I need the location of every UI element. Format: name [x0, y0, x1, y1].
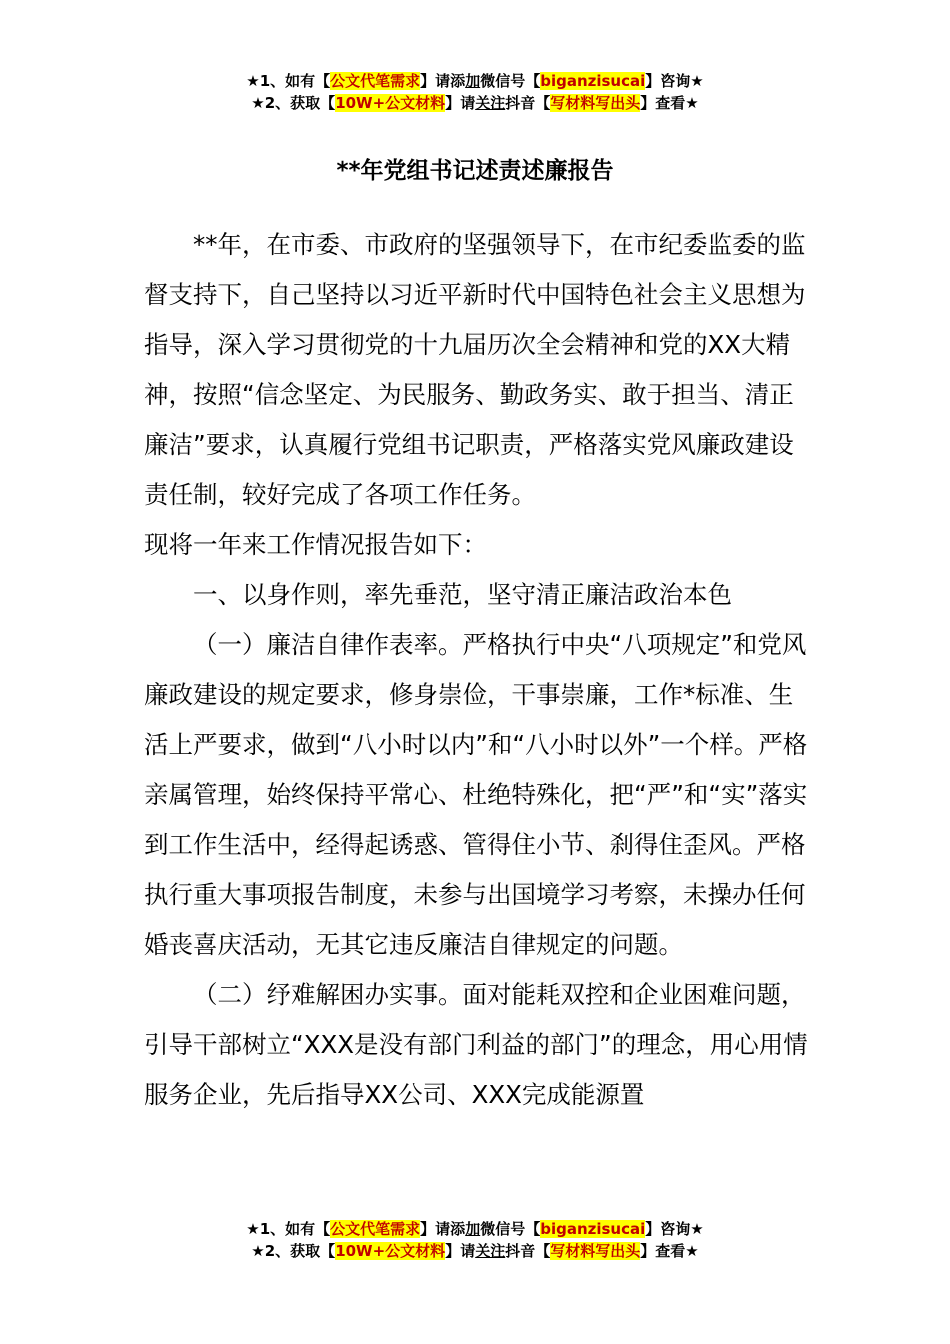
banner-text: 抖音【: [505, 94, 551, 112]
banner-highlight: 10W+公文材料: [335, 1242, 446, 1260]
banner-text: ★2、获取【: [251, 94, 336, 112]
section-heading-1: 一、以身作则，率先垂范，坚守清正廉洁政治本色: [193, 580, 732, 609]
paragraph-subsection-1: （一）廉洁自律作表率。严格执行中央“八项规定”和党风廉政建设的规定要求，修身崇俭，干事崇廉，工作*标准、生活上严要求，做到“八小时以内”和“八小时以外”一个样。严格亲属管理，始终保持平常心、杜绝特殊化，把“严”和“实”落实到工作生活中，经得起诱惑、管得住小节、刹得住歪风。严格执行重大事项报告制度，未参与出国境学习考察，未操办任何婚丧喜庆活动，无其它违反廉洁自律规定的问题。: [144, 630, 808, 959]
banner-text: 】咨询★: [645, 1220, 704, 1238]
document-body: [144, 220, 809, 1120]
banner-text: 微信号【: [480, 72, 541, 90]
banner-underline: 加: [465, 1220, 481, 1238]
banner-highlight: 10W+公文材料: [335, 94, 446, 112]
banner-line-2: [0, 1240, 950, 1262]
paragraph-subsection-2: （二）纾难解困办实事。面对能耗双控和企业困难问题，引导干部树立“XXX是没有部门利益的部门”的理念，用心用情服务企业，先后指导XX公司、XXX完成能源置: [144, 980, 808, 1109]
banner-text: 】查看★: [640, 1242, 699, 1260]
banner-text: 微信号【: [480, 1220, 541, 1238]
banner-highlight: biganzisucai: [540, 1220, 646, 1238]
banner-underline: 关注: [475, 1242, 506, 1260]
banner-text: 】请: [445, 1242, 476, 1260]
banner-line-1: [0, 70, 950, 92]
banner-text: 】请: [445, 94, 476, 112]
banner-text: ★2、获取【: [251, 1242, 336, 1260]
paragraph-intro: **年，在市委、市政府的坚强领导下，在市纪委监委的监督支持下，自己坚持以习近平新时代中国特色社会主义思想为指导，深入学习贯彻党的十九届历次全会精神和党的XX大精神，按照“信念坚定、为民服务、勤政务实、敢于担当、清正廉洁”要求，认真履行党组书记职责，严格落实党风廉政建设责任制，较好完成了各项工作任务。: [144, 230, 806, 509]
header-banner: [0, 70, 950, 114]
banner-text: ★1、如有【: [246, 72, 331, 90]
banner-text: 】请添: [420, 72, 466, 90]
footer-banner: [0, 1218, 950, 1262]
document-title: **年党组书记述责述廉报告: [336, 158, 614, 184]
banner-highlight: 写材料写出头: [550, 94, 641, 112]
banner-highlight: 公文代笔需求: [330, 1220, 421, 1238]
banner-highlight: 公文代笔需求: [330, 72, 421, 90]
banner-text: 抖音【: [505, 1242, 551, 1260]
banner-text: 】咨询★: [645, 72, 704, 90]
banner-text: ★1、如有【: [246, 1220, 331, 1238]
banner-underline: 加: [465, 72, 481, 90]
banner-highlight: 写材料写出头: [550, 1242, 641, 1260]
banner-text: 】查看★: [640, 94, 699, 112]
banner-line-1: [0, 1218, 950, 1240]
banner-highlight: biganzisucai: [540, 72, 646, 90]
banner-text: 】请添: [420, 1220, 466, 1238]
banner-line-2: [0, 92, 950, 114]
paragraph-report-lead: 现将一年来工作情况报告如下：: [144, 530, 487, 559]
banner-underline: 关注: [475, 94, 506, 112]
